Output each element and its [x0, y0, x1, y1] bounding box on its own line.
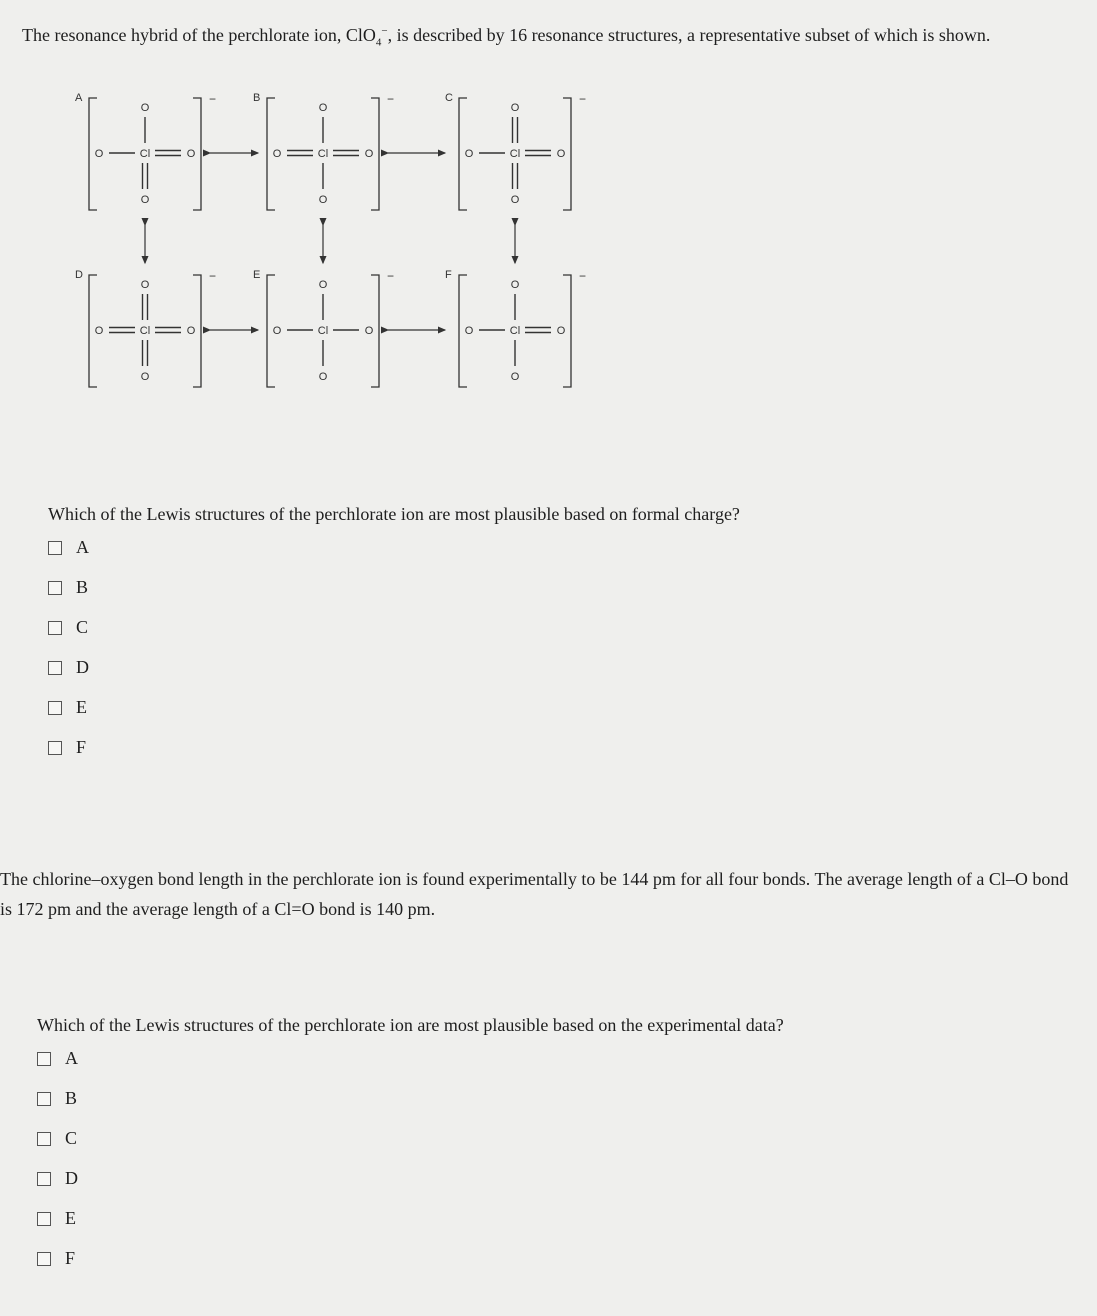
oxygen-right-f: O — [556, 325, 566, 337]
q2-checkbox-b[interactable] — [37, 1092, 51, 1106]
intro-text-end: , is described by 16 resonance structures, a representative subset of which is shown. — [387, 25, 991, 45]
q1-option-f[interactable] — [48, 737, 86, 758]
oxygen-bottom-d: O — [140, 371, 150, 383]
q1-option-label: E — [76, 697, 87, 717]
q1-checkbox-c[interactable] — [48, 621, 62, 635]
q2-option-e[interactable] — [37, 1208, 76, 1229]
oxygen-bottom-a: O — [140, 194, 150, 206]
oxygen-top-c: O — [510, 102, 520, 114]
charge-label-c: − — [579, 92, 587, 106]
chlorine-atom-b: Cl — [317, 148, 329, 160]
q2-option-d[interactable] — [37, 1168, 78, 1189]
intro-text-start: The resonance hybrid of the perchlorate ion, ClO — [22, 25, 376, 45]
oxygen-right-e: O — [364, 325, 374, 337]
resonance-structures-diagram — [55, 85, 615, 415]
q2-checkbox-d[interactable] — [37, 1172, 51, 1186]
q1-checkbox-b[interactable] — [48, 581, 62, 595]
q2-option-label: D — [65, 1168, 78, 1188]
q1-option-label: D — [76, 657, 89, 677]
structure-label-d: D — [75, 269, 83, 281]
structure-label-f: F — [445, 269, 452, 281]
q2-checkbox-f[interactable] — [37, 1252, 51, 1266]
structure-label-b: B — [253, 92, 261, 104]
intro-text — [22, 18, 1062, 57]
structure-label-e: E — [253, 269, 261, 281]
q2-option-b[interactable] — [37, 1088, 77, 1109]
oxygen-bottom-e: O — [318, 371, 328, 383]
oxygen-right-d: O — [186, 325, 196, 337]
chlorine-atom-f: Cl — [509, 325, 521, 337]
oxygen-left-f: O — [464, 325, 474, 337]
q1-option-label: F — [76, 737, 87, 757]
charge-label-f: − — [579, 269, 587, 283]
q2-option-a[interactable] — [37, 1048, 78, 1069]
oxygen-bottom-b: O — [318, 194, 328, 206]
q1-option-label: C — [76, 617, 89, 637]
oxygen-right-c: O — [556, 148, 566, 160]
oxygen-left-a: O — [94, 148, 104, 160]
oxygen-left-e: O — [272, 325, 282, 337]
chlorine-atom-e: Cl — [317, 325, 329, 337]
oxygen-bottom-f: O — [510, 371, 520, 383]
q1-option-label: B — [76, 577, 89, 597]
q2-option-f[interactable] — [37, 1248, 75, 1269]
q1-checkbox-f[interactable] — [48, 741, 62, 755]
q2-checkbox-c[interactable] — [37, 1132, 51, 1146]
oxygen-left-c: O — [464, 148, 474, 160]
oxygen-left-d: O — [94, 325, 104, 337]
charge-label-e: − — [387, 269, 395, 283]
q1-option-a[interactable] — [48, 537, 89, 558]
q1-option-b[interactable] — [48, 577, 88, 598]
q2-checkbox-e[interactable] — [37, 1212, 51, 1226]
charge-label-b: − — [387, 92, 395, 106]
structure-label-c: C — [445, 92, 453, 104]
q2-option-c[interactable] — [37, 1128, 77, 1149]
q1-checkbox-d[interactable] — [48, 661, 62, 675]
q1-option-e[interactable] — [48, 697, 87, 718]
intro-subscript: 4 — [375, 36, 382, 49]
oxygen-bottom-c: O — [510, 194, 520, 206]
chlorine-atom-a: Cl — [139, 148, 151, 160]
q2-option-label: C — [65, 1128, 78, 1148]
q1-option-c[interactable] — [48, 617, 88, 638]
question-experimental-data: Which of the Lewis structures of the perchlorate ion are most plausible based on the experimental data? — [37, 1015, 784, 1035]
oxygen-right-b: O — [364, 148, 374, 160]
bond-length-paragraph: The chlorine–oxygen bond length in the perchlorate ion is found experimentally to be 144 pm for all four bonds. The average length of a Cl–O bond is 172 pm and the average length of a Cl=O bond is 140 pm. — [0, 869, 1069, 919]
question-formal-charge: Which of the Lewis structures of the perchlorate ion are most plausible based on formal charge? — [48, 504, 740, 524]
q1-option-d[interactable] — [48, 657, 89, 678]
charge-label-d: − — [209, 269, 217, 283]
q2-checkbox-a[interactable] — [37, 1052, 51, 1066]
charge-label-a: − — [209, 92, 217, 106]
q1-checkbox-e[interactable] — [48, 701, 62, 715]
q1-option-label: A — [76, 537, 89, 557]
oxygen-right-a: O — [186, 148, 196, 160]
chlorine-atom-c: Cl — [509, 148, 521, 160]
chlorine-atom-d: Cl — [139, 325, 151, 337]
q1-checkbox-a[interactable] — [48, 541, 62, 555]
oxygen-top-b: O — [318, 102, 328, 114]
q2-option-label: B — [65, 1088, 78, 1108]
oxygen-top-f: O — [510, 279, 520, 291]
q2-option-label: F — [65, 1248, 76, 1268]
q2-option-label: E — [65, 1208, 76, 1228]
q2-option-label: A — [65, 1048, 78, 1068]
oxygen-top-e: O — [318, 279, 328, 291]
intro-superscript: − — [381, 25, 388, 37]
structure-label-a: A — [75, 92, 83, 104]
oxygen-top-a: O — [140, 102, 150, 114]
oxygen-left-b: O — [272, 148, 282, 160]
oxygen-top-d: O — [140, 279, 150, 291]
